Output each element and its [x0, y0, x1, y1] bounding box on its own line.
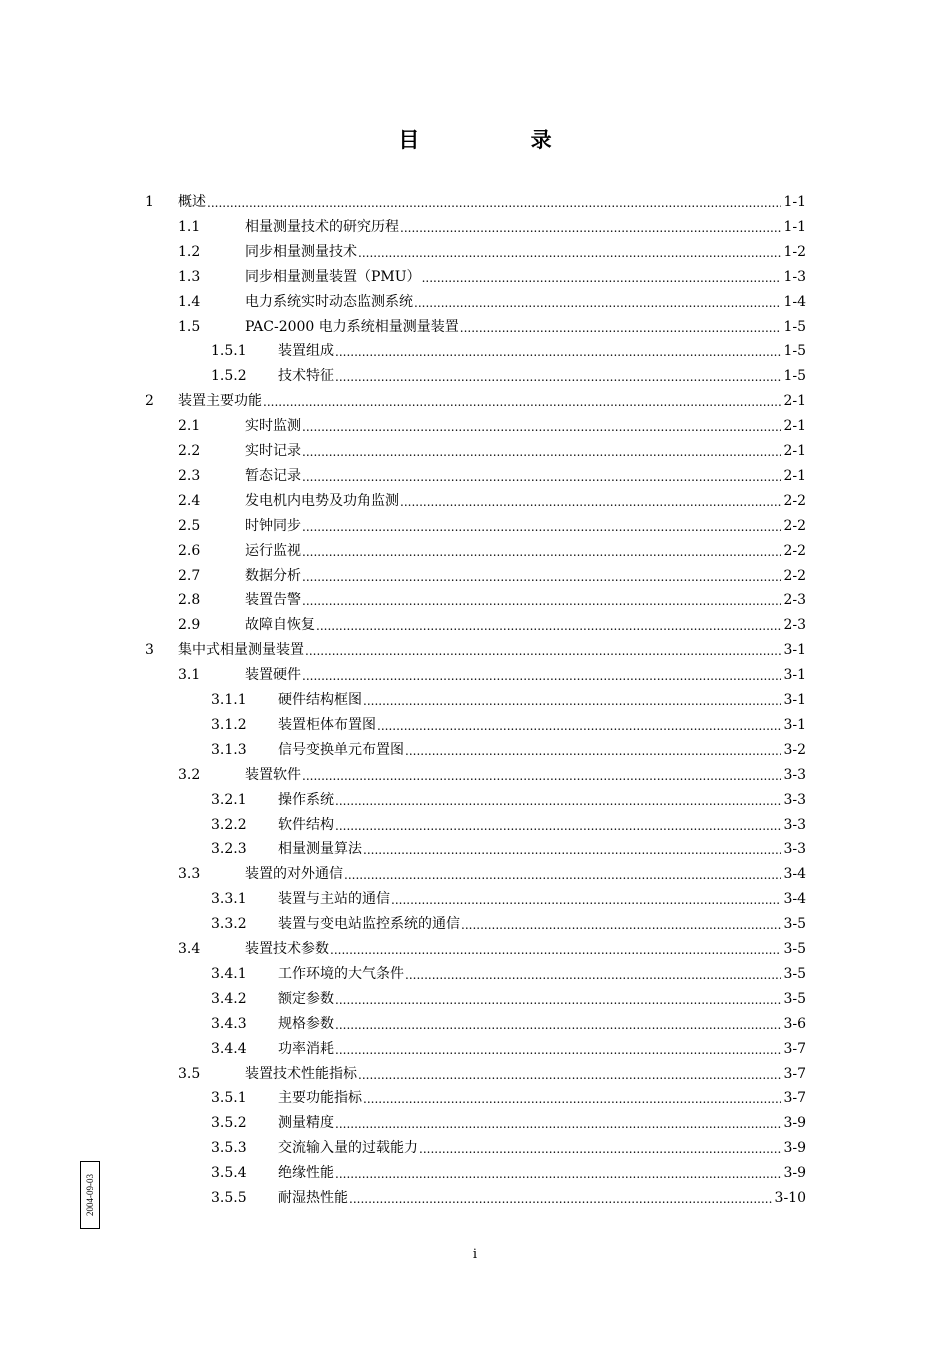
toc-entry-page: 1-1	[783, 194, 806, 210]
toc-entry[interactable]	[0, 514, 950, 539]
toc-entry[interactable]	[0, 1086, 950, 1111]
toc-entry[interactable]	[0, 1037, 950, 1062]
toc-entry-number: 2.4	[178, 492, 201, 509]
toc-entry-title: 技术特征	[278, 368, 334, 385]
dot-leader	[330, 937, 781, 962]
dot-leader	[400, 489, 781, 514]
toc-entry-title: 概述	[178, 194, 206, 210]
toc-entry-title: 时钟同步	[245, 517, 301, 534]
dot-leader	[302, 763, 781, 788]
toc-entry-page: 3-1	[783, 716, 806, 733]
toc-entry[interactable]	[0, 663, 950, 688]
toc-entry-page: 2-2	[783, 492, 806, 509]
dot-leader	[405, 962, 781, 987]
toc-entry-page: 2-1	[783, 393, 806, 410]
toc-entry-page: 2-2	[783, 567, 806, 584]
toc-entry-page: 3-2	[783, 741, 806, 758]
toc-entry-title: 故障自恢复	[245, 617, 315, 634]
dot-leader	[335, 1111, 781, 1136]
toc-entry-title: 同步相量测量技术	[245, 243, 357, 260]
toc-entry-number: 2.6	[178, 542, 201, 559]
dot-leader	[316, 613, 781, 638]
toc-entry-number: 1.5.2	[211, 368, 247, 385]
dot-leader	[302, 464, 781, 489]
dot-leader	[305, 638, 781, 663]
toc-entry-title: 装置技术参数	[245, 941, 329, 957]
toc-entry[interactable]	[0, 539, 950, 564]
toc-entry[interactable]	[0, 364, 950, 389]
toc-entry-number: 3.3.1	[211, 891, 247, 908]
dot-leader	[461, 912, 781, 937]
dot-leader	[344, 862, 781, 887]
dot-leader	[302, 414, 781, 439]
toc-entry-title: 工作环境的大气条件	[278, 965, 404, 982]
toc-entry-number: 1	[145, 194, 154, 210]
toc-entry-page: 3-1	[783, 692, 806, 708]
toc-entry-number: 3.1.3	[211, 741, 247, 758]
date-stamp-text: 2004-09-03	[85, 1174, 95, 1216]
toc-entry-page: 3-3	[783, 841, 806, 858]
toc-entry-title: 硬件结构框图	[278, 692, 362, 708]
dot-leader	[419, 1136, 781, 1161]
date-stamp	[80, 1161, 100, 1229]
toc-entry-title: 主要功能指标	[278, 1090, 362, 1107]
toc-entry-page: 3-4	[783, 866, 806, 883]
dot-leader	[302, 663, 781, 688]
dot-leader	[349, 1186, 773, 1211]
toc-entry-title: 操作系统	[278, 791, 334, 808]
toc-entry-page: 2-3	[783, 617, 806, 634]
dot-leader	[335, 364, 781, 389]
toc-entry-page: 2-2	[783, 542, 806, 559]
toc-entry[interactable]	[0, 588, 950, 613]
dot-leader	[335, 813, 781, 838]
dot-leader	[363, 1086, 781, 1111]
toc-entry-page: 1-1	[783, 218, 806, 235]
toc-entry-title: 同步相量测量装置（PMU）	[245, 268, 421, 285]
toc-entry-title: 装置与主站的通信	[278, 891, 390, 908]
toc-entry[interactable]	[0, 837, 950, 862]
toc-entry[interactable]	[0, 638, 950, 663]
toc-entry-number: 2.7	[178, 567, 201, 584]
toc-entry-title: 耐湿热性能	[278, 1190, 348, 1206]
toc-entry-page: 3-9	[783, 1115, 806, 1132]
dot-leader	[363, 837, 781, 862]
toc-entry-number: 2.3	[178, 467, 201, 484]
dot-leader	[363, 688, 781, 713]
toc-entry-number: 1.4	[178, 293, 201, 310]
toc-entry-title: 暂态记录	[245, 467, 301, 484]
toc-entry[interactable]	[0, 937, 950, 962]
dot-leader	[335, 1037, 781, 1062]
toc-entry-page: 1-4	[783, 293, 806, 310]
toc-entry-number: 3.1.1	[211, 692, 247, 708]
dot-leader	[405, 738, 781, 763]
toc-entry[interactable]	[0, 1062, 950, 1087]
dot-leader	[377, 713, 781, 738]
toc-entry-number: 3.4.4	[211, 1040, 247, 1057]
toc-entry-number: 3.5.2	[211, 1115, 247, 1132]
toc-entry-number: 1.1	[178, 218, 201, 235]
dot-leader	[207, 190, 781, 215]
dot-leader	[335, 339, 781, 364]
toc-entry-title: 交流输入量的过载能力	[278, 1140, 418, 1157]
toc-entry[interactable]	[0, 290, 950, 315]
toc-entry-title: 装置柜体布置图	[278, 716, 376, 733]
toc-entry[interactable]	[0, 240, 950, 265]
page-title: 目 录	[398, 128, 604, 152]
toc-entry-page: 2-3	[783, 592, 806, 609]
toc-entry-number: 3.1.2	[211, 716, 247, 733]
toc-entry[interactable]	[0, 813, 950, 838]
toc-entry-number: 2	[145, 393, 154, 410]
toc-entry[interactable]	[0, 1012, 950, 1037]
toc-entry-page: 3-7	[783, 1090, 806, 1107]
dot-leader	[358, 240, 781, 265]
toc-entry-title: 装置与变电站监控系统的通信	[278, 916, 460, 933]
toc-entry-title: 电力系统实时动态监测系统	[245, 293, 413, 310]
toc-entry[interactable]	[0, 414, 950, 439]
dot-leader	[302, 514, 781, 539]
toc-entry-title: 实时记录	[245, 443, 301, 459]
toc-entry-title: 装置的对外通信	[245, 866, 343, 883]
toc-entry[interactable]	[0, 439, 950, 464]
dot-leader	[358, 1062, 781, 1087]
toc-entry[interactable]	[0, 763, 950, 788]
dot-leader	[263, 389, 781, 414]
toc-entry-number: 2.8	[178, 592, 201, 609]
toc-entry-page: 3-5	[783, 990, 806, 1007]
toc-entry-title: 装置硬件	[245, 667, 301, 684]
toc-entry-title: 发电机内电势及功角监测	[245, 492, 399, 509]
toc-entry[interactable]	[0, 215, 950, 240]
toc-entry-title: 功率消耗	[278, 1040, 334, 1057]
toc-entry[interactable]	[0, 1161, 950, 1186]
toc-entry-number: 3.2.1	[211, 791, 247, 808]
toc-entry-title: 软件结构	[278, 816, 334, 833]
toc-entry-number: 1.3	[178, 268, 201, 285]
toc-entry[interactable]	[0, 962, 950, 987]
toc-entry-page: 3-5	[783, 965, 806, 982]
toc-entry-number: 3.2	[178, 766, 201, 783]
toc-entry-page: 3-3	[783, 816, 806, 833]
toc-entry[interactable]	[0, 788, 950, 813]
toc-entry-number: 3.4.2	[211, 990, 247, 1007]
toc-entry[interactable]	[0, 389, 950, 414]
toc-entry[interactable]	[0, 1186, 950, 1211]
toc-entry[interactable]	[0, 265, 950, 290]
toc-entry-page: 3-3	[783, 766, 806, 783]
toc-entry-title: 运行监视	[245, 542, 301, 559]
toc-entry-title: 装置告警	[245, 592, 301, 609]
toc-entry[interactable]	[0, 688, 950, 713]
toc-entry-number: 3.5.3	[211, 1140, 247, 1157]
toc-entry-title: 装置主要功能	[178, 393, 262, 410]
toc-entry-title: 数据分析	[245, 567, 301, 584]
toc-entry-page: 3-6	[783, 1015, 806, 1032]
toc-entry-page: 3-3	[783, 791, 806, 808]
dot-leader	[391, 887, 781, 912]
toc-entry-title: 信号变换单元布置图	[278, 741, 404, 758]
toc-entry-page: 3-4	[783, 891, 806, 908]
toc-entry-page: 1-5	[783, 368, 806, 385]
toc-entry-title: 装置软件	[245, 766, 301, 783]
toc-entry-number: 1.5.1	[211, 343, 247, 360]
dot-leader	[460, 315, 782, 340]
toc-entry[interactable]	[0, 738, 950, 763]
dot-leader	[302, 588, 781, 613]
toc-entry[interactable]	[0, 613, 950, 638]
toc-entry-number: 3.4.1	[211, 965, 247, 982]
dot-leader	[302, 564, 781, 589]
toc-entry-number: 3.1	[178, 667, 201, 684]
toc-entry-title: 绝缘性能	[278, 1165, 334, 1182]
toc-entry[interactable]	[0, 464, 950, 489]
dot-leader	[335, 987, 781, 1012]
toc-entry-page: 3-5	[783, 941, 806, 957]
toc-entry[interactable]	[0, 489, 950, 514]
toc-entry-title: 实时监测	[245, 418, 301, 435]
toc-entry-page: 3-1	[783, 667, 806, 684]
toc-entry[interactable]	[0, 315, 950, 340]
dot-leader	[400, 215, 781, 240]
toc-entry[interactable]	[0, 912, 950, 937]
toc-entry-number: 3.3	[178, 866, 201, 883]
toc-entry-title: PAC-2000 电力系统相量测量装置	[245, 318, 459, 335]
toc-entry-page: 3-7	[783, 1040, 806, 1057]
toc-entry-page: 1-5	[783, 343, 806, 360]
toc-entry[interactable]	[0, 887, 950, 912]
dot-leader	[414, 290, 781, 315]
dot-leader	[302, 539, 781, 564]
toc-entry-title: 集中式相量测量装置	[178, 642, 304, 659]
toc-entry-number: 1.2	[178, 243, 201, 260]
toc-entry-number: 3.5	[178, 1065, 201, 1082]
toc-entry-number: 3.5.1	[211, 1090, 247, 1107]
toc-entry-number: 3.2.3	[211, 841, 247, 858]
toc-entry-page: 1-2	[783, 243, 806, 260]
toc-entry[interactable]	[0, 564, 950, 589]
toc-entry-number: 2.1	[178, 418, 201, 435]
toc-entry-page: 2-1	[783, 443, 806, 459]
toc-entry-title: 相量测量技术的研究历程	[245, 218, 399, 235]
toc-entry-number: 3.4	[178, 941, 201, 957]
toc-entry-page: 2-1	[783, 467, 806, 484]
toc-entry[interactable]	[0, 339, 950, 364]
toc-entry-page: 2-1	[783, 418, 806, 435]
toc-entry-number: 2.2	[178, 443, 201, 459]
dot-leader	[335, 788, 781, 813]
toc-entry[interactable]	[0, 713, 950, 738]
toc-entry-number: 3.4.3	[211, 1015, 247, 1032]
toc-entry-page: 1-3	[783, 268, 806, 285]
toc-entry-number: 3.5.4	[211, 1165, 247, 1182]
toc-entry-title: 装置组成	[278, 343, 334, 360]
toc-entry-number: 3.3.2	[211, 916, 247, 933]
toc-entry[interactable]	[0, 190, 950, 215]
toc-entry-number: 2.9	[178, 617, 201, 634]
toc-entry-title: 相量测量算法	[278, 841, 362, 858]
toc-entry-number: 2.5	[178, 517, 201, 534]
toc-entry-page: 3-10	[774, 1190, 806, 1206]
toc-entry-page: 3-9	[783, 1140, 806, 1157]
toc-entry-number: 1.5	[178, 318, 201, 335]
toc-entry-title: 装置技术性能指标	[245, 1065, 357, 1082]
dot-leader	[302, 439, 781, 464]
toc-entry-number: 3	[145, 642, 154, 659]
toc-entry[interactable]	[0, 1111, 950, 1136]
toc-entry-number: 3.2.2	[211, 816, 247, 833]
footer-page-number: i	[472, 1247, 478, 1262]
toc-entry-title: 规格参数	[278, 1015, 334, 1032]
toc-entry-page: 2-2	[783, 517, 806, 534]
toc-entry[interactable]	[0, 862, 950, 887]
toc-entry[interactable]	[0, 1136, 950, 1161]
toc-entry[interactable]	[0, 987, 950, 1012]
dot-leader	[335, 1161, 781, 1186]
toc-entry-page: 3-1	[783, 642, 806, 659]
toc-entry-title: 测量精度	[278, 1115, 334, 1132]
toc-entry-title: 额定参数	[278, 990, 334, 1007]
toc-entry-page: 3-9	[783, 1165, 806, 1182]
toc-entry-page: 1-5	[783, 318, 806, 335]
toc-entry-page: 3-5	[783, 916, 806, 933]
toc-entry-page: 3-7	[783, 1065, 806, 1082]
dot-leader	[422, 265, 782, 290]
dot-leader	[335, 1012, 781, 1037]
toc-entry-number: 3.5.5	[211, 1190, 247, 1206]
